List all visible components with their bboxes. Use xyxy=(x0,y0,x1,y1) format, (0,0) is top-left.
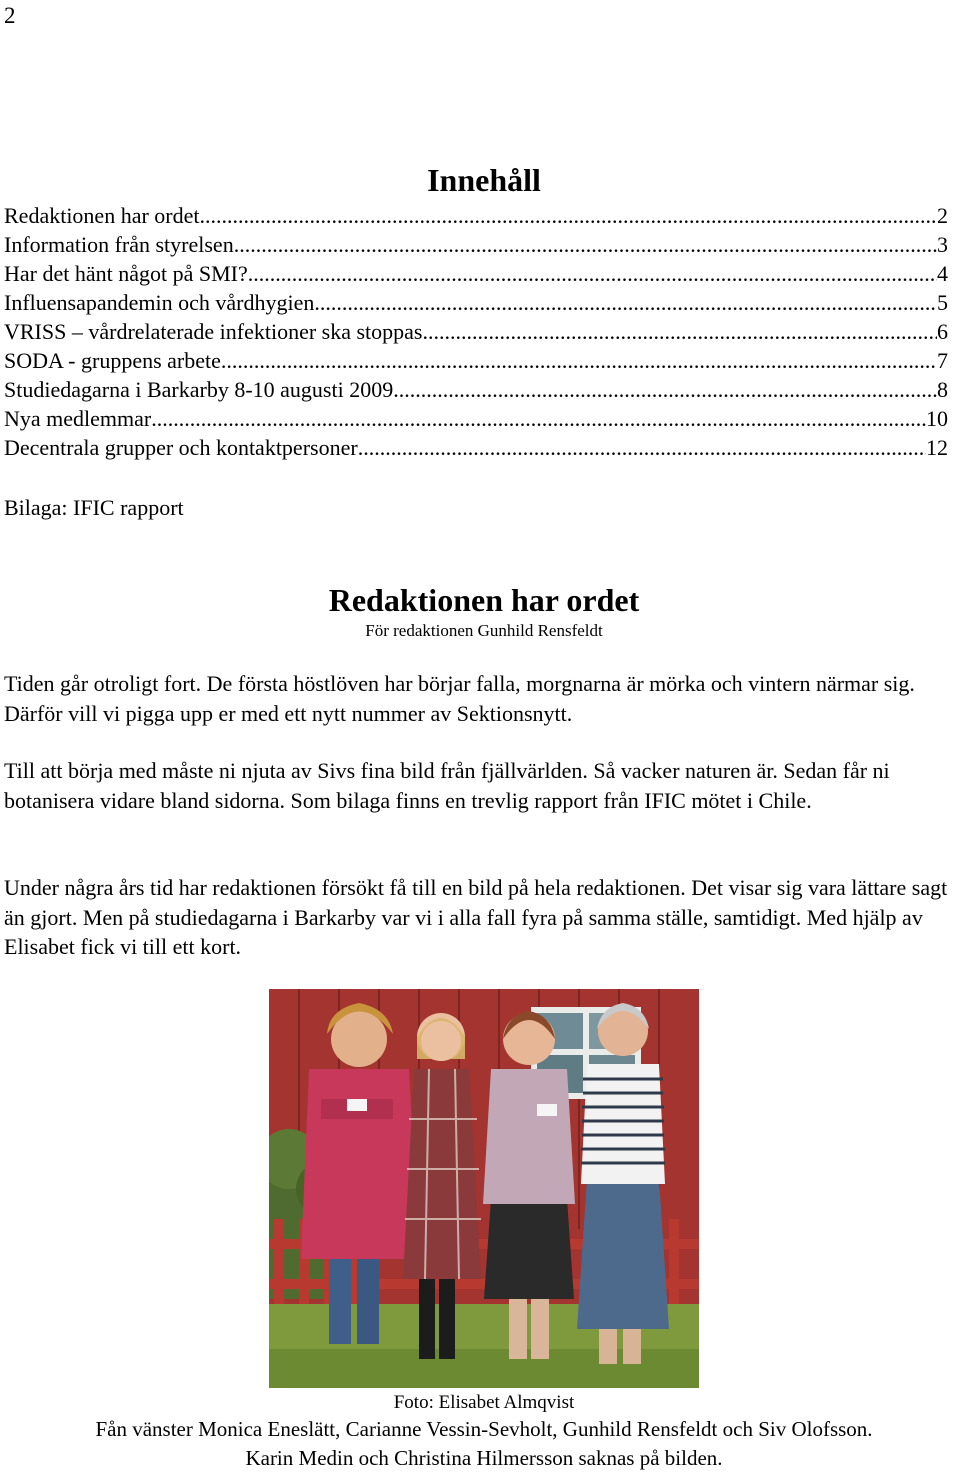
toc-entry-page: 8 xyxy=(937,377,948,402)
toc-entry xyxy=(4,346,948,375)
toc-entry-label: SODA - gruppens arbete xyxy=(4,348,221,373)
toc-entry xyxy=(4,317,948,346)
toc-leader-dots xyxy=(423,317,938,346)
toc-entry-label: Decentrala grupper och kontaktpersoner xyxy=(4,435,358,460)
article-byline: För redaktionen Gunhild Rensfeldt xyxy=(365,621,603,640)
toc-entry-page: 2 xyxy=(937,203,948,228)
photo-credit: Foto: Elisabet Almqvist xyxy=(393,1392,575,1413)
toc-entry xyxy=(4,230,948,259)
photo-caption: Karin Medin och Christina Hilmersson saknas på bilden. xyxy=(245,1446,723,1470)
toc-entry-page: 4 xyxy=(937,261,948,286)
toc-entry xyxy=(4,433,948,462)
page-number: 2 xyxy=(4,3,16,28)
article-title: Redaktionen har ordet xyxy=(328,582,640,618)
toc-entry-page: 7 xyxy=(937,348,948,373)
toc-leader-dots xyxy=(221,346,937,375)
toc-entry xyxy=(4,375,948,404)
toc-entry xyxy=(4,201,948,230)
toc-entry-page: 6 xyxy=(937,319,948,344)
toc-entry xyxy=(4,259,948,288)
toc-entry-page: 3 xyxy=(937,232,948,257)
toc-entry-label: VRISS – vårdrelaterade infektioner ska stoppas xyxy=(4,319,423,344)
toc-leader-dots xyxy=(248,259,937,288)
toc-leader-dots xyxy=(200,201,938,230)
toc-entry xyxy=(4,288,948,317)
toc-leader-dots xyxy=(393,375,937,404)
toc-leader-dots xyxy=(358,433,926,462)
photo-caption: Fån vänster Monica Eneslätt, Carianne Vessin-Sevholt, Gunhild Rensfeldt och Siv Olofsson. xyxy=(95,1417,873,1441)
toc-leader-dots xyxy=(234,230,937,259)
toc-entry-page: 5 xyxy=(937,290,948,315)
toc-entry-page: 12 xyxy=(926,435,948,460)
toc-entry-label: Har det hänt något på SMI? xyxy=(4,261,248,286)
group-photo xyxy=(269,989,699,1388)
toc-leader-dots xyxy=(151,404,926,433)
toc-appendix: Bilaga: IFIC rapport xyxy=(4,495,184,520)
toc-entry-label: Information från styrelsen xyxy=(4,232,234,257)
toc-title: Innehåll xyxy=(427,162,541,198)
table-of-contents xyxy=(4,201,948,462)
toc-entry-page: 10 xyxy=(926,406,948,431)
toc-entry-label: Nya medlemmar xyxy=(4,406,152,431)
toc-entry xyxy=(4,404,948,433)
toc-entry-label: Influensapandemin och vårdhygien xyxy=(4,290,315,315)
article-paragraph: Till att börja med måste ni njuta av Sivs fina bild från fjällvärlden. Så vacker naturen är. Sedan får ni botanisera vidare bland sidorna. Som bilaga finns en trevlig rapport från IFIC mötet i Chile. xyxy=(4,758,890,813)
toc-entry-label: Redaktionen har ordet xyxy=(4,203,200,228)
article-paragraph: Tiden går otroligt fort. De första höstlöven har börjar falla, morgnarna är mörka och vintern närmar sig. Därför vill vi pigga upp er med ett nytt nummer av Sektionsnytt. xyxy=(4,671,915,726)
toc-entry-label: Studiedagarna i Barkarby 8-10 augusti 2009 xyxy=(4,377,394,402)
article-paragraph: Under några års tid har redaktionen försökt få till en bild på hela redaktionen. Det visar sig vara lättare sagt än gjort. Men på studiedagarna i Barkarby var vi i alla fall fyra på samma ställe, samtidigt. Med hjälp av Elisabet fick vi till ett kort. xyxy=(4,875,948,959)
toc-leader-dots xyxy=(314,288,937,317)
